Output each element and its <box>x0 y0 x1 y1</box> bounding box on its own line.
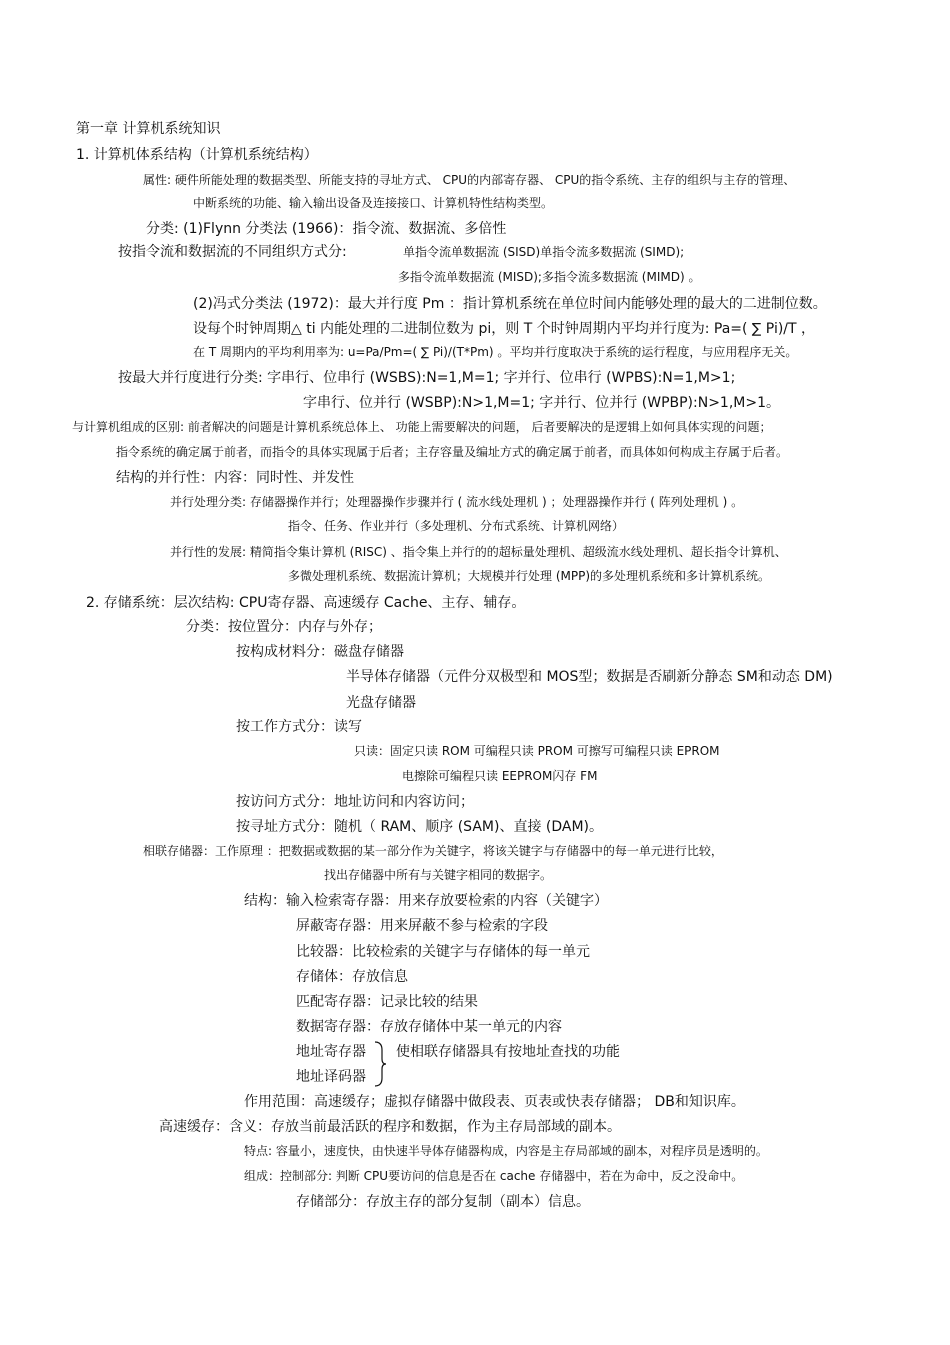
text-line: 按工作方式分：读写 <box>236 719 362 735</box>
text-line: 字串行、位并行 (WSBP):N>1,M=1; 字并行、位并行 (WPBP):N>1,M>1。 <box>303 395 781 411</box>
text-line: 单指令流单数据流 (SISD)单指令流多数据流 (SIMD); <box>403 245 685 259</box>
text-line: 电擦除可编程只读 EEPROM闪存 FM <box>402 769 598 783</box>
text-line: 指令系统的确定属于前者，而指令的具体实现属于后者；主存容量及编址方式的确定属于前者，而具体如何构成主存属于后者。 <box>116 445 789 459</box>
text-line: 屏蔽寄存器：用来屏蔽不参与检索的字段 <box>296 918 548 934</box>
chapter-title: 第一章 计算机系统知识 <box>76 121 221 137</box>
text-line: 存储部分：存放主存的部分复制（副本）信息。 <box>296 1194 590 1210</box>
text-line: 并行性的发展: 精简指令集计算机 (RISC) 、指令集上并行的的超标量处理机、超级流水线处理机、超长指令计算机、 <box>170 545 787 559</box>
section-heading: 1. 计算机体系结构（计算机系统结构） <box>76 147 318 163</box>
text-line: 并行处理分类: 存储器操作并行；处理器操作步骤并行 ( 流水线处理机 ) ；处理器操作并行 ( 阵列处理机 ) 。 <box>170 495 744 509</box>
text-line: (2)冯式分类法 (1972)：最大并行度 Pm ：指计算机系统在单位时间内能够处理的最大的二进制位数。 <box>193 296 827 312</box>
text-line: 与计算机组成的区别: 前者解决的问题是计算机系统总体上、 功能上需要解决的问题， 后者要解决的是逻辑上如何具体实现的问题； <box>72 420 772 434</box>
text-line: 结构的并行性：内容：同时性、并发性 <box>116 470 354 486</box>
text-line: 指令、任务、作业并行（多处理机、分布式系统、计算机网络） <box>288 519 625 533</box>
text-line: 按构成材料分：磁盘存储器 <box>236 644 404 660</box>
text-line: 属性: 硬件所能处理的数据类型、所能支持的寻址方式、 CPU的内部寄存器、 CPU的指令系统、主存的组织与主存的管理、 <box>143 173 796 187</box>
text-line: 地址寄存器 <box>296 1044 366 1060</box>
text-line: 多微处理机系统、数据流计算机；大规模并行处理 (MPP)的多处理机系统和多计算机系统。 <box>288 569 771 583</box>
text-line: 分类: (1)Flynn 分类法 (1966)：指令流、数据流、多倍性 <box>146 221 507 237</box>
text-line: 中断系统的功能、输入输出设备及连接接口、计算机特性结构类型。 <box>193 196 554 210</box>
text-line: 匹配寄存器：记录比较的结果 <box>296 994 478 1010</box>
text-line: 光盘存储器 <box>346 695 416 711</box>
text-line: 组成：控制部分: 判断 CPU要访问的信息是否在 cache 存储器中，若在为命中，反之没命中。 <box>244 1169 744 1183</box>
text-line: 只读：固定只读 ROM 可编程只读 PROM 可擦写可编程只读 EPROM <box>354 744 720 758</box>
text-line: 分类：按位置分：内存与外存； <box>186 619 382 635</box>
text-line: 设每个时钟周期△ ti 内能处理的二进制位数为 pi，则 T 个时钟周期内平均并行度为: Pa=( ∑ Pi)/T ， <box>193 321 816 337</box>
text-line: 按访问方式分：地址访问和内容访问； <box>236 794 474 810</box>
text-line: 特点: 容量小，速度快，由快速半导体存储器构成，内容是主存局部域的副本，对程序员是透明的。 <box>244 1144 768 1158</box>
text-line: 在 T 周期内的平均利用率为: u=Pa/Pm=( ∑ Pi)/(T*Pm) 。平均并行度取决于系统的运行程度，与应用程序无关。 <box>193 345 798 359</box>
text-line: 按寻址方式分：随机（ RAM、顺序 (SAM)、直接 (DAM)。 <box>236 819 604 835</box>
text-line: 作用范围：高速缓存；虚拟存储器中做段表、页表或快表存储器； DB和知识库。 <box>244 1094 745 1110</box>
right-brace-icon <box>373 1040 387 1088</box>
text-line: 数据寄存器：存放存储体中某一单元的内容 <box>296 1019 562 1035</box>
text-line: 按最大并行度进行分类: 字串行、位串行 (WSBS):N=1,M=1; 字并行、位串行 (WPBS):N=1,M>1; <box>118 370 736 386</box>
text-line: 按指令流和数据流的不同组织方式分: <box>118 244 347 260</box>
text-line: 结构：输入检索寄存器：用来存放要检索的内容（关键字） <box>244 893 608 909</box>
text-line: 比较器：比较检索的关键字与存储体的每一单元 <box>296 944 590 960</box>
text-line: 多指令流单数据流 (MISD);多指令流多数据流 (MIMD) 。 <box>398 270 701 284</box>
text-line: 使相联存储器具有按地址查找的功能 <box>396 1044 620 1060</box>
text-line: 找出存储器中所有与关键字相同的数据字。 <box>324 868 553 882</box>
text-line: 高速缓存：含义：存放当前最活跃的程序和数据，作为主存局部域的副本。 <box>159 1119 621 1135</box>
text-line: 存储体：存放信息 <box>296 969 408 985</box>
section-heading: 2. 存储系统：层次结构: CPU寄存器、高速缓存 Cache、主存、辅存。 <box>86 595 526 611</box>
text-line: 地址译码器 <box>296 1069 366 1085</box>
text-line: 相联存储器：工作原理 ：把数据或数据的某一部分作为关键字，将该关键字与存储器中的每一单元进行比较， <box>143 844 723 858</box>
text-line: 半导体存储器（元件分双极型和 MOS型；数据是否刷新分静态 SM和动态 DM) <box>346 669 833 685</box>
